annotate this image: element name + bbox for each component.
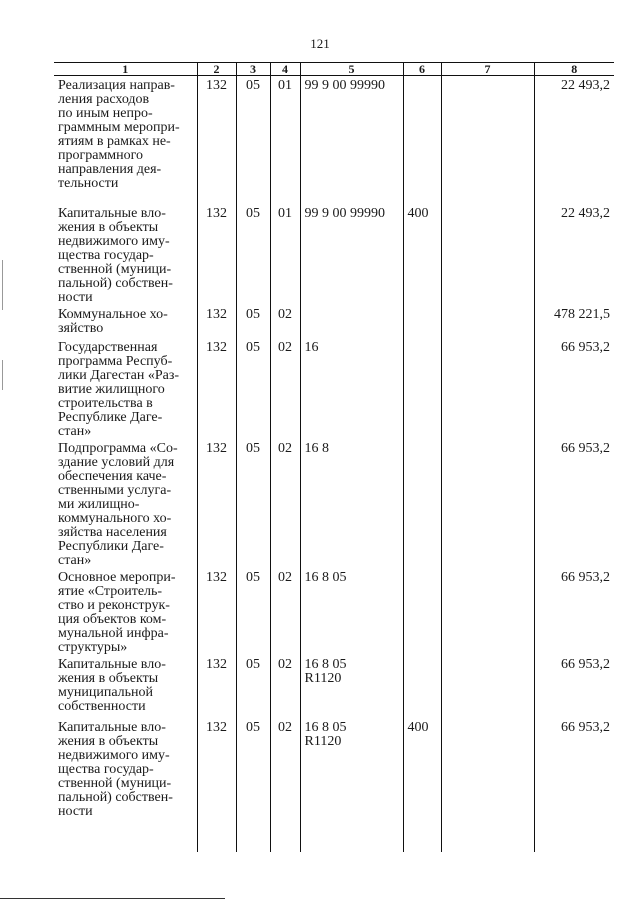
col-header-8: 8 — [534, 63, 614, 76]
row-expense-type — [403, 305, 441, 338]
col-header-6: 6 — [403, 63, 441, 76]
page-number: 121 — [310, 36, 330, 51]
col-header-7: 7 — [441, 63, 534, 76]
row-col-2: 132 — [197, 439, 236, 568]
table-row — [54, 568, 614, 655]
row-col-2: 132 — [197, 76, 236, 205]
row-description: Капитальные вло- жения в объекты недвижимого иму- щества государ- ственной (муници- пальной) собствен- ности — [58, 720, 173, 819]
row-target-code — [300, 305, 403, 338]
row-amount: 66 953,2 — [534, 338, 614, 439]
row-col-3: 05 — [236, 204, 270, 305]
row-col-7 — [441, 204, 534, 305]
row-expense-type: 400 — [403, 204, 441, 305]
row-description: Коммунальное хо- зяйство — [58, 307, 168, 336]
row-amount: 66 953,2 — [534, 718, 614, 819]
col-header-5: 5 — [300, 63, 403, 76]
row-description: Капитальные вло- жения в объекты недвижимого иму- щества государ- ственной (муници- пальной) собствен- ности — [58, 206, 173, 305]
table-row — [54, 655, 614, 718]
row-expense-type — [403, 655, 441, 718]
row-col-4: 01 — [270, 76, 300, 205]
budget-table — [54, 62, 614, 852]
row-col-2: 132 — [197, 338, 236, 439]
table-filler-row — [54, 819, 614, 852]
filler-cell — [54, 819, 197, 852]
filler-cell — [534, 819, 614, 852]
row-col-2: 132 — [197, 655, 236, 718]
col-header-4: 4 — [270, 63, 300, 76]
row-col-7 — [441, 439, 534, 568]
row-col-2: 132 — [197, 305, 236, 338]
table-row — [54, 76, 614, 205]
row-target-code: 16 8 05 — [300, 568, 403, 655]
table-row — [54, 718, 614, 819]
table-row — [54, 439, 614, 568]
row-col-3: 05 — [236, 568, 270, 655]
margin-tick — [2, 260, 3, 310]
row-target-code: 16 8 05 R1120 — [300, 655, 403, 718]
table-body — [54, 76, 614, 853]
row-col-3: 05 — [236, 338, 270, 439]
header-row — [54, 63, 614, 76]
col-header-2: 2 — [197, 63, 236, 76]
col-header-1: 1 — [54, 63, 197, 76]
row-col-7 — [441, 718, 534, 819]
row-amount: 66 953,2 — [534, 655, 614, 718]
row-amount: 66 953,2 — [534, 568, 614, 655]
row-col-7 — [441, 76, 534, 205]
row-col-7 — [441, 305, 534, 338]
row-description: Капитальные вло- жения в объекты муниципальной собственности — [58, 657, 166, 714]
row-target-code: 99 9 00 99990 — [300, 204, 403, 305]
row-col-3: 05 — [236, 439, 270, 568]
row-expense-type — [403, 439, 441, 568]
margin-tick — [2, 360, 3, 390]
filler-cell — [270, 819, 300, 852]
row-amount: 478 221,5 — [534, 305, 614, 338]
row-target-code: 16 — [300, 338, 403, 439]
row-col-7 — [441, 568, 534, 655]
row-expense-type — [403, 76, 441, 205]
row-col-3: 05 — [236, 718, 270, 819]
row-description: Подпрограмма «Со- здание условий для обеспечения каче- ственными услуга- ми жилищно- коммунального хо- зяйства населения Республики Даге- стан» — [58, 441, 178, 568]
row-amount: 22 493,2 — [534, 76, 614, 205]
row-col-4: 02 — [270, 338, 300, 439]
filler-cell — [441, 819, 534, 852]
row-col-4: 02 — [270, 655, 300, 718]
row-col-4: 02 — [270, 568, 300, 655]
row-col-3: 05 — [236, 655, 270, 718]
row-description: Реализация направ- ления расходов по иным непро- граммным меропри- ятиям в рамках не- программного направления дея- тельности — [58, 78, 180, 191]
row-col-3: 05 — [236, 76, 270, 205]
row-col-2: 132 — [197, 718, 236, 819]
col-header-3: 3 — [236, 63, 270, 76]
filler-cell — [300, 819, 403, 852]
filler-cell — [403, 819, 441, 852]
row-description: Государственная программа Респуб- лики Дагестан «Раз- витие жилищного строительства в Республике Даге- стан» — [58, 340, 180, 439]
row-expense-type: 400 — [403, 718, 441, 819]
row-col-4: 02 — [270, 439, 300, 568]
row-description: Основное меропри- ятие «Строитель- ство и реконструк- ция объектов ком- мунальной инфра- структуры» — [58, 570, 176, 655]
table-row — [54, 305, 614, 338]
row-amount: 66 953,2 — [534, 439, 614, 568]
row-target-code: 16 8 — [300, 439, 403, 568]
row-col-7 — [441, 655, 534, 718]
row-target-code: 99 9 00 99990 — [300, 76, 403, 205]
row-amount: 22 493,2 — [534, 204, 614, 305]
filler-cell — [197, 819, 236, 852]
row-col-7 — [441, 338, 534, 439]
table-row — [54, 338, 614, 439]
row-col-4: 01 — [270, 204, 300, 305]
bottom-rule — [0, 898, 225, 899]
row-expense-type — [403, 338, 441, 439]
filler-cell — [236, 819, 270, 852]
table-row — [54, 204, 614, 305]
row-target-code: 16 8 05 R1120 — [300, 718, 403, 819]
row-col-3: 05 — [236, 305, 270, 338]
row-col-2: 132 — [197, 204, 236, 305]
row-col-2: 132 — [197, 568, 236, 655]
row-col-4: 02 — [270, 718, 300, 819]
row-expense-type — [403, 568, 441, 655]
row-col-4: 02 — [270, 305, 300, 338]
